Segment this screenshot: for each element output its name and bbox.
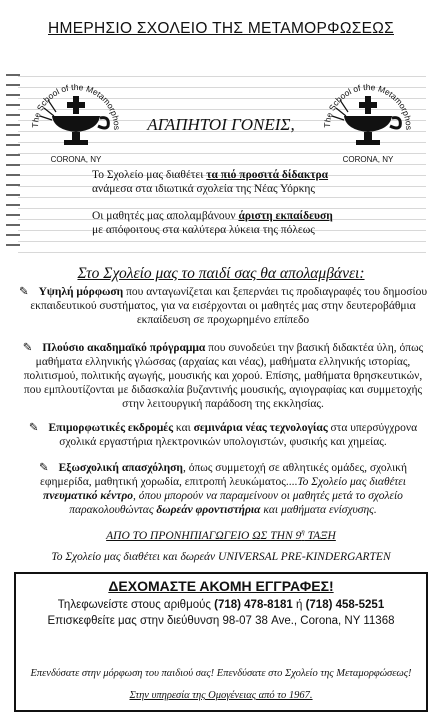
logo-location: CORONA, NY [342, 155, 394, 164]
grade-range: ΑΠΟ ΤΟ ΠΡΟΝΗΠΙΑΓΩΓΕΙΟ ΩΣ ΤΗΝ $9^\eta$ ΤΑΞΗ [106, 528, 336, 542]
address: 98-07 38 Ave., Corona, NY 11368 [222, 615, 395, 627]
universal-prek-text: Το Σχολείο μας διαθέτει και δωρεάν UNIVERSAL PRE-KINDERGARTEN [51, 551, 391, 563]
address-line: Επισκεφθείτε μας στην διεύθυνση 98-07 38 Ave., Corona, NY 11368 [47, 615, 395, 627]
list-item: ✎ Εξωσχολική απασχόληση, όπως συμμετοχή σε αθλητικές ομάδες, σχολική εφημερίδα, μαθητική χορωδία, επιτροπή λευκώματος....Το Σχολείο μας διαθέτει πνευματικό κέντρο, όπου μπορούν να παραμείνουν οι μαθητές μετά το σχολείο παρακολουθώντας δωρεάν φροντιστήρια και μαθήματα ενίσχυσης. [39, 462, 407, 516]
registration-box [14, 572, 428, 712]
page-title: ΗΜΕΡΗΣΙΟ ΣΧΟΛΕΙΟ ΤΗΣ ΜΕΤΑΜΟΡΦΩΣΕΩΣ [47, 20, 394, 37]
logo-location: CORONA, NY [50, 155, 102, 164]
section-heading: Στο Σχολείο μας το παιδί σας θα απολαμβάνει: [77, 265, 365, 282]
pencil-icon: ✎ [39, 462, 49, 474]
phone-line: Τηλεφωνείστε στους αριθμούς (718) 478-8181 ή (718) 458-5251 [57, 599, 385, 611]
logo-ring-text: The School of the Metamorphos [29, 81, 123, 131]
pencil-icon: ✎ [18, 286, 29, 298]
phone-number: (718) 458-5251 [305, 599, 385, 611]
phone-number: (718) 478-8181 [214, 599, 293, 611]
tuition-text: Το Σχολείο μας διαθέτει τα πιό προσιτά δίδακτρα ανάμεσα στα ιδιωτικά σχολεία της Νέας Υόρκης [92, 169, 329, 195]
list-item: ✎ Υψηλή μόρφωση που ανταγωνίζεται και ξεπερνάει τις προδιαγραφές του δημοσίου εκπαιδευτικού συστήματος, για να εισέρχονται οι μαθητές μας στην δευτεροβάθμια εκπαίδευση σε προχωρημένο επίπεδο [18, 286, 428, 326]
greeting: ΑΓΑΠΗΤΟΙ ΓΟΝΕΙΣ, [147, 115, 295, 134]
pencil-icon: ✎ [28, 422, 39, 434]
list-item: ✎ Επιμορφωτικές εκδρομές και σεμινάρια νέας τεχνολογίας στα υπερσύγχρονα σχολικά εργαστήρια ηλεκτρονικών υπολογιστών, φυσικής και χημείας. [28, 422, 418, 448]
education-text: Οι μαθητές μας απολαμβάνουν άριστη εκπαίδευση με απόφοιτους στα καλύτερα λύκεια της πόλεως [92, 210, 333, 236]
logo-ring-text: The School of the Metamorphos [321, 81, 415, 131]
list-item: ✎ Πλούσιο ακαδημαϊκό πρόγραμμα που συνοδεύει την βασική διδακτέα ύλη, όπως μαθήματα ελληνικής γλώσσας (αρχαίας και νέας), μαθήματα ελληνικής ιστορίας, πολιτισμού, πολιτικής αγωγής, μουσικής και χορού. Επίσης, μαθήματα θρησκευτικών, που εμπλουτίζονται με διδασκαλία βυζαντινής μουσικής, αγιογραφίας και συμμετοχής στην λειτουργική παράδοση της εκκλησίας. [22, 342, 424, 410]
spiral-binding [6, 70, 20, 252]
registration-heading: ΔΕΧΟΜΑΣΤΕ ΑΚΟΜΗ ΕΓΓΡΑΦΕΣ! [108, 578, 334, 594]
invest-slogan: Επενδύσατε στην μόρφωση του παιδιού σας! Επενδύσατε στο Σχολείο της Μεταμορφώσεως! [30, 668, 412, 679]
pencil-icon: ✎ [22, 342, 33, 354]
service-since: Στην υπηρεσία της Ομογένειας από το 1967. [129, 690, 313, 701]
